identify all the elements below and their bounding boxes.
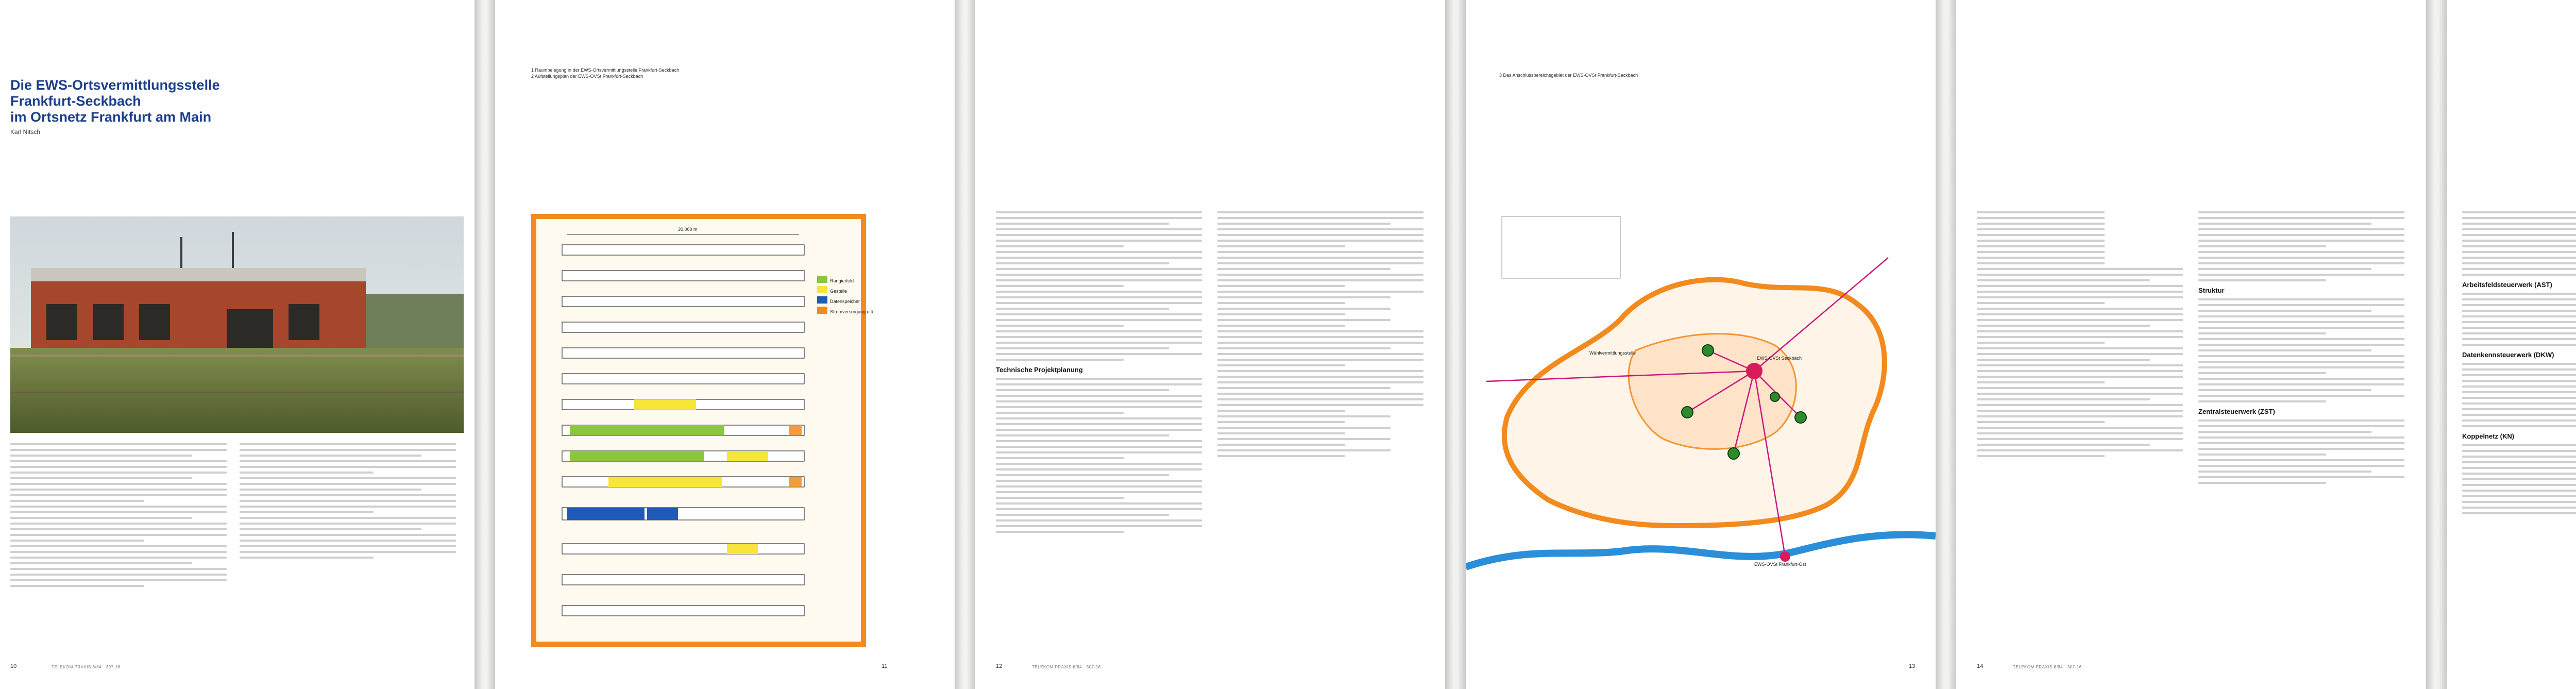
page-3: [975, 0, 1445, 689]
page-gutter: [955, 0, 975, 689]
page-gutter: [2426, 0, 2447, 689]
map-label: EWS-OVSt Frankfurt-Ost: [1754, 562, 1806, 567]
page-number: 13: [1909, 663, 1916, 669]
service-area-map: [1466, 196, 1936, 649]
footer-reference: TELEKOM PRAXIS 6/84 · 307-16: [2013, 665, 2082, 669]
legend-item: Rangierfeld: [830, 278, 854, 283]
section-heading: Datenkennsteuerwerk (DKW): [2462, 351, 2554, 359]
section-heading: Koppelnetz (KN): [2462, 432, 2515, 440]
title-line-1: Die EWS-Ortsvermittlungsstelle: [10, 77, 220, 93]
page-5: [1956, 0, 2426, 689]
text-column: [240, 443, 456, 562]
figure-caption-2: 2 Aufstellungsplan der EWS-OVSt Frankfurt-Seckbach: [531, 74, 643, 79]
scale-label: 30,000 m: [678, 227, 698, 232]
map-label: EWS-OVSt Seckbach: [1757, 356, 1802, 361]
page-gutter: [1445, 0, 1466, 689]
page-gutter: [474, 0, 495, 689]
article-title: [10, 77, 220, 136]
map-label: Wählvermittlungsstelle: [1589, 350, 1636, 356]
text-column: [996, 211, 1202, 536]
text-column: [2198, 211, 2404, 488]
floor-plan-figure: [531, 214, 866, 647]
legend-item: Stromversorgung u.ä.: [830, 309, 875, 314]
figure-caption-1: 1 Raumbelegung in der EWS-Ortsvermittlungsstelle Frankfurt-Seckbach: [531, 68, 680, 73]
legend-item: Gestelle: [830, 289, 848, 294]
page-4: [1466, 0, 1936, 689]
figure-caption: [1499, 72, 1808, 78]
title-line-3: im Ortsnetz Frankfurt am Main: [10, 109, 212, 125]
page-1: [0, 0, 474, 689]
section-heading: Struktur: [2198, 287, 2225, 294]
figure-captions: [531, 67, 840, 79]
page-number: 10: [10, 663, 17, 669]
page-number: 14: [1977, 663, 1984, 669]
page-2: [495, 0, 955, 689]
section-heading: Zentralsteuerwerk (ZST): [2198, 408, 2275, 415]
section-heading: Technische Projektplanung: [996, 366, 1083, 374]
page-6: [2447, 0, 2576, 689]
text-column: [2462, 211, 2576, 518]
title-line-2: Frankfurt-Seckbach: [10, 93, 141, 109]
figure-caption: 3 Das Anschlussbereichsgebiet der EWS-OVSt Frankfurt-Seckbach: [1499, 73, 1638, 78]
footer-reference: TELEKOM PRAXIS 6/84 · 307-16: [52, 665, 121, 669]
page-number: 12: [996, 663, 1003, 669]
page-number: 11: [882, 663, 888, 669]
text-column: [1217, 211, 1423, 461]
footer-reference: TELEKOM PRAXIS 6/84 · 307-16: [1032, 665, 1101, 669]
legend-item: Datenspeicher: [830, 299, 860, 304]
plan-legend: [830, 276, 875, 317]
author: Karl Nitsch: [10, 128, 41, 136]
building-photo: [10, 216, 464, 433]
text-column: [1977, 211, 2183, 461]
text-column: [10, 443, 227, 591]
section-heading: Arbeitsfeldsteuerwerk (AST): [2462, 281, 2552, 289]
page-gutter: [1936, 0, 1956, 689]
